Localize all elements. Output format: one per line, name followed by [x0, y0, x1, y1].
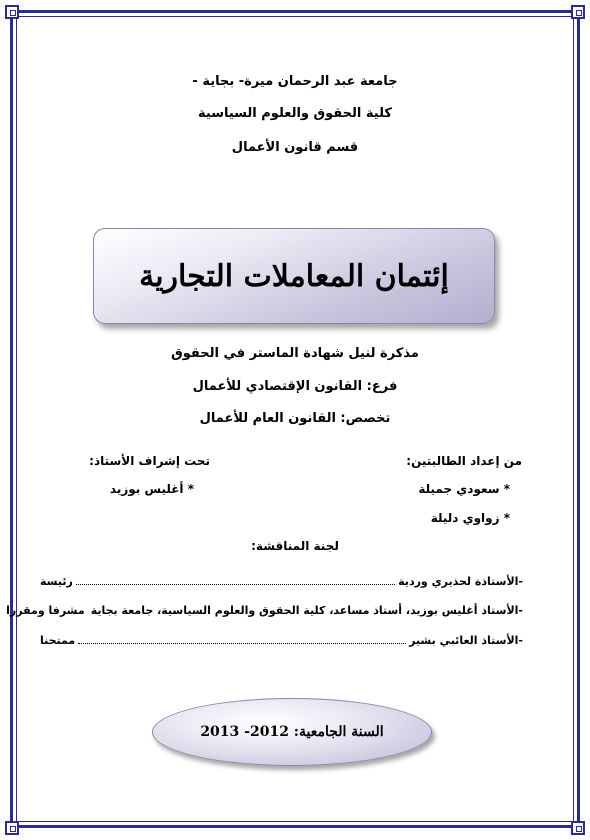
dotted-leader: [76, 583, 395, 585]
member-name: -الأستاذة لحذيري وردية: [398, 575, 523, 588]
supervisor-name: * أغليس بوزيد: [109, 482, 194, 496]
academic-year-oval: [152, 698, 432, 766]
committee-member: [6, 604, 523, 617]
student-name: * سعودي جميلة: [418, 482, 510, 496]
supervisor-label: تحت إشراف الأستاذ:: [89, 454, 210, 468]
prepared-by-label: من إعداد الطالبتين:: [406, 454, 522, 468]
academic-year: السنة الجامعية: 2012- 2013: [200, 724, 384, 740]
thesis-title: إئتمان المعاملات التجارية: [139, 258, 449, 294]
committee-member: [40, 575, 523, 588]
title-banner: [93, 228, 495, 324]
member-role: ممتحنا: [40, 634, 76, 647]
department-name: قسم قانون الأعمال: [231, 140, 359, 155]
committee-member: [40, 634, 523, 647]
member-role: رئيسة: [40, 575, 73, 588]
branch-line: فرع: القانون الإقتصادي للأعمال: [192, 379, 398, 394]
corner-ornament-icon: [5, 5, 19, 19]
committee-label: لجنة المناقشة:: [251, 539, 339, 553]
degree-statement: مذكرة لنيل شهادة الماستر في الحقوق: [171, 346, 419, 361]
faculty-name: كلية الحقوق والعلوم السياسية: [198, 106, 392, 121]
specialty-line: تخصص: القانون العام للأعمال: [199, 411, 391, 426]
member-role: مشرفا ومقررا: [6, 604, 85, 617]
university-name: جامعة عبد الرحمان ميرة- بجاية -: [192, 74, 398, 89]
corner-ornament-icon: [571, 821, 585, 835]
corner-ornament-icon: [571, 5, 585, 19]
student-name: * زواوي دليلة: [430, 511, 510, 525]
member-name: -الأستاذ العائبي بشير: [409, 634, 523, 647]
corner-ornament-icon: [5, 821, 19, 835]
dotted-leader: [78, 642, 406, 644]
member-name: -الأستاذ أغليس بوزيد، أستاذ مساعد، كلية الحقوق والعلوم السياسية، جامعة بجاية: [90, 604, 523, 617]
